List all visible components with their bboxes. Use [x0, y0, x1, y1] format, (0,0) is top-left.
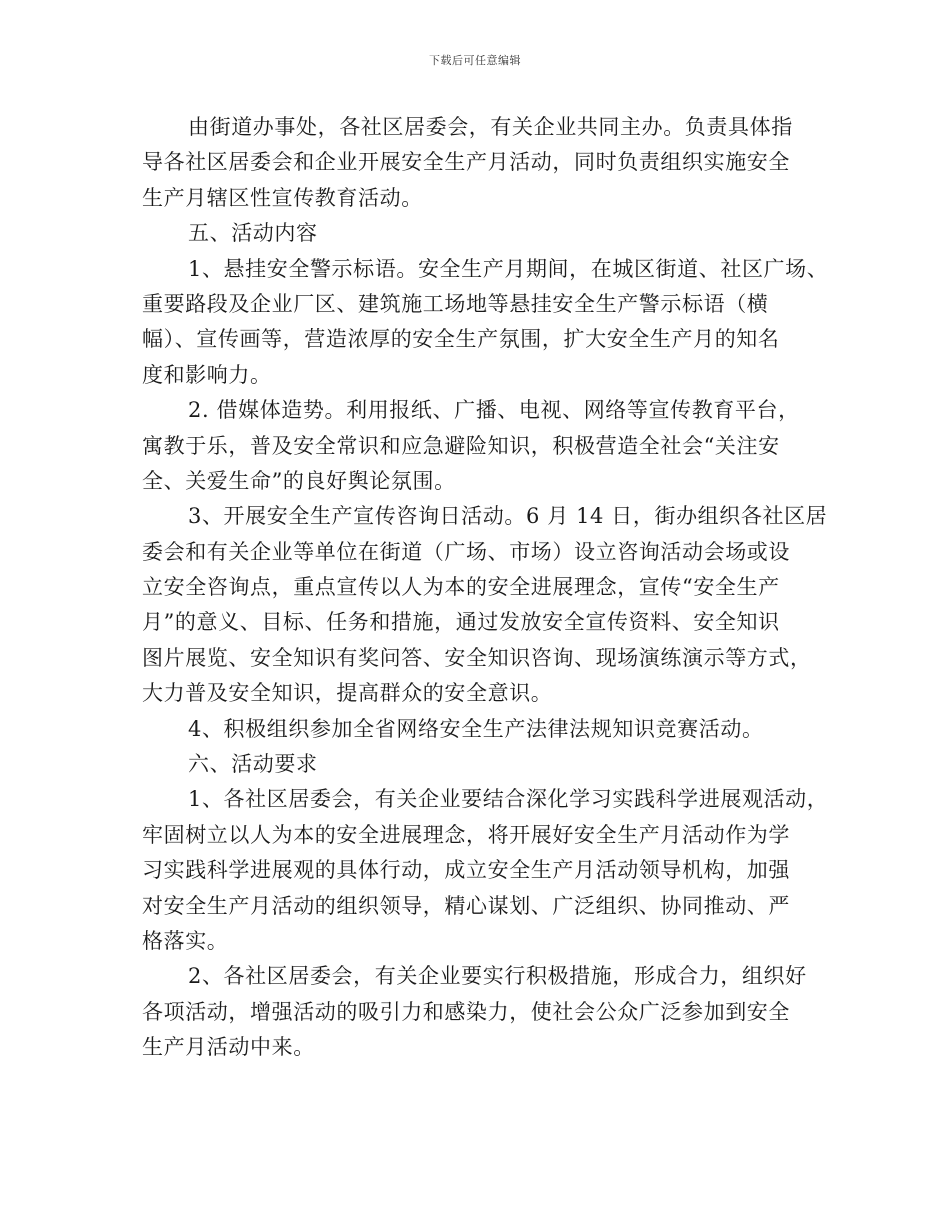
text-line: 寓教于乐，普及安全常识和应急避险知识，积极营造全社会“关注安 [142, 433, 780, 458]
text-line: 幅）、宣传画等，营造浓厚的安全生产氛围，扩大安全生产月的知名 [142, 327, 780, 352]
text-line: 各项活动，增强活动的吸引力和感染力，使社会公众广泛参加到安全 [142, 999, 790, 1024]
text-line: 习实践科学进展观的具体行动，成立安全生产月活动领导机构，加强 [142, 858, 790, 883]
text-line: 立安全咨询点，重点宣传以人为本的安全进展理念，宣传“安全生产 [142, 575, 780, 600]
text-line: 1、悬挂安全警示标语。安全生产月期间，在城区街道、社区广场、 [188, 256, 829, 281]
text-line: 2. 借媒体造势。利用报纸、广播、电视、网络等宣传教育平台， [188, 398, 800, 423]
text-line: 格落实。 [142, 928, 229, 953]
text-line: 1、各社区居委会，有关企业要结合深化学习实践科学进展观活动， [188, 787, 829, 812]
text-line: 五、活动内容 [188, 221, 318, 246]
text-line: 大力普及安全知识，提高群众的安全意识。 [142, 681, 553, 706]
text-line: 委会和有关企业等单位在街道（广场、市场）设立咨询活动会场或设 [142, 539, 790, 564]
text-line: 重要路段及企业厂区、建筑施工场地等悬挂安全生产警示标语（横 [142, 291, 769, 316]
document-body [142, 110, 829, 1066]
text-line: 生产月活动中来。 [142, 1035, 315, 1060]
text-line: 生产月辖区性宣传教育活动。 [142, 185, 423, 210]
text-line: 度和影响力。 [142, 362, 272, 387]
text-line: 2、各社区居委会，有关企业要实行积极措施，形成合力，组织好 [188, 964, 807, 989]
text-line: 六、活动要求 [188, 752, 318, 777]
text-line: 3、开展安全生产宣传咨询日活动。6 月 14 日，街办组织各社区居 [188, 504, 828, 529]
text-line: 由街道办事处，各社区居委会，有关企业共同主办。负责具体指 [188, 115, 793, 139]
text-line: 导各社区居委会和企业开展安全生产月活动，同时负责组织实施安全 [142, 150, 790, 175]
text-line: 牢固树立以人为本的安全进展理念，将开展好安全生产月活动作为学 [142, 822, 790, 847]
text-line: 对安全生产月活动的组织领导，精心谋划、广泛组织、协同推动、严 [142, 893, 790, 918]
text-line: 全、关爱生命”的良好舆论氛围。 [142, 468, 456, 493]
page-header: 下载后可任意编辑 [429, 54, 521, 67]
text-line: 4、积极组织参加全省网络安全生产法律法规知识竞赛活动。 [188, 716, 764, 741]
text-line: 月”的意义、目标、任务和措施，通过发放安全宣传资料、安全知识 [142, 610, 780, 635]
text-line: 图片展览、安全知识有奖问答、安全知识咨询、现场演练演示等方式， [142, 645, 812, 670]
